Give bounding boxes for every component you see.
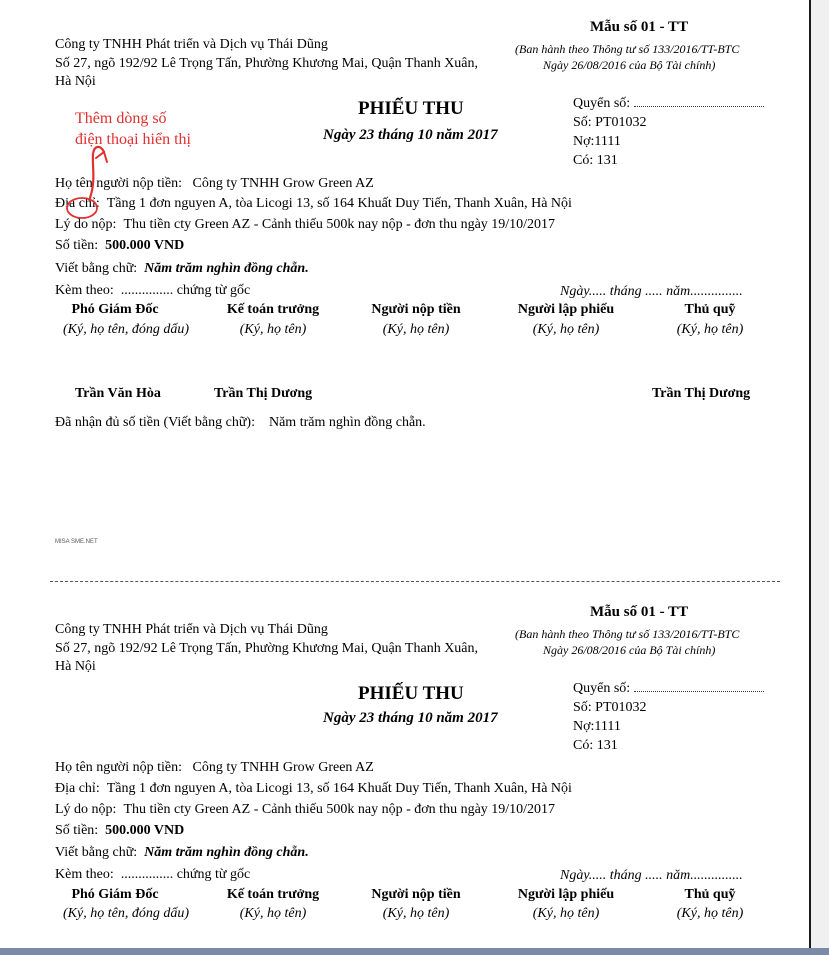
receipt-date: Ngày 23 tháng 10 năm 2017 xyxy=(323,710,498,726)
payer-label: Họ tên người nộp tiền: xyxy=(55,760,182,775)
address-value: Tầng 1 đơn nguyen A, tòa Licogi 13, số 164 Khuất Duy Tiến, Thanh Xuân, Hà Nội xyxy=(106,781,572,796)
receipt-2 xyxy=(0,585,809,950)
signer-role-3: Người nộp tiền xyxy=(371,887,461,902)
receipt-title: PHIẾU THU xyxy=(358,98,464,119)
signer-note-4: (Ký, họ tên) xyxy=(532,906,600,921)
words-value: Năm trăm nghìn đồng chẵn. xyxy=(144,261,309,276)
received-label: Đã nhận đủ số tiền (Viết bằng chữ): xyxy=(55,415,255,430)
signer-note-3: (Ký, họ tên) xyxy=(382,906,450,921)
address-label: Địa chỉ: xyxy=(55,196,100,211)
words-value: Năm trăm nghìn đồng chẵn. xyxy=(144,845,309,860)
reason-value: Thu tiền cty Green AZ - Cảnh thiếu 500k nay nộp - đơn thu ngày 19/10/2017 xyxy=(123,217,556,232)
signer-note-2: (Ký, họ tên) xyxy=(239,906,307,921)
attach-dots: ............... xyxy=(120,867,174,882)
sign-date: Ngày..... tháng ..... năm............... xyxy=(560,868,743,883)
signer-note-1: (Ký, họ tên, đóng dấu) xyxy=(63,906,189,921)
company-address: Số 27, ngõ 192/92 Lê Trọng Tấn, Phường Khương Mai, Quận Thanh Xuân, xyxy=(55,56,479,71)
annotation-line-1: Thêm dòng số xyxy=(75,110,167,127)
company-name: Công ty TNHH Phát triển và Dịch vụ Thái Dũng xyxy=(55,37,328,52)
book-number xyxy=(573,681,764,697)
signer-role-1: Phó Giám Đốc xyxy=(71,302,159,317)
words-row xyxy=(55,845,309,861)
attach-suffix: chứng từ gốc xyxy=(176,867,251,882)
book-number xyxy=(573,96,764,112)
book-dots xyxy=(634,106,764,107)
voucher-number: Số: PT01032 xyxy=(573,700,647,715)
receipt-title: PHIẾU THU xyxy=(358,683,464,704)
address-label: Địa chỉ: xyxy=(55,781,100,796)
attach-label: Kèm theo: xyxy=(55,283,114,298)
signer-role-2: Kế toán trưởng xyxy=(226,887,320,902)
issued-by-line-2: Ngày 26/08/2016 của Bộ Tài chính) xyxy=(543,643,716,657)
amount-value: 500.000 VND xyxy=(105,238,185,253)
signer-note-2: (Ký, họ tên) xyxy=(239,322,307,337)
address-row xyxy=(55,781,572,797)
company-address-city: Hà Nội xyxy=(55,74,96,89)
payer-value: Công ty TNHH Grow Green AZ xyxy=(192,760,374,775)
book-label: Quyển số: xyxy=(573,96,631,111)
payer-label: Họ tên người nộp tiền: xyxy=(55,176,182,191)
attach-label: Kèm theo: xyxy=(55,867,114,882)
attach-suffix: chứng từ gốc xyxy=(176,283,251,298)
sign-date: Ngày..... tháng ..... năm............... xyxy=(560,284,743,299)
signer-role-5: Thủ quỹ xyxy=(684,302,736,317)
signer-note-1: (Ký, họ tên, đóng dấu) xyxy=(63,322,189,337)
cut-line xyxy=(50,581,780,582)
form-number: Mẫu số 01 - TT xyxy=(590,604,689,620)
company-address-city: Hà Nội xyxy=(55,659,96,674)
payer-value: Công ty TNHH Grow Green AZ xyxy=(192,176,374,191)
reason-row xyxy=(55,217,555,233)
signer-note-3: (Ký, họ tên) xyxy=(382,322,450,337)
payer-row xyxy=(55,760,374,776)
company-address: Số 27, ngõ 192/92 Lê Trọng Tấn, Phường Khương Mai, Quận Thanh Xuân, xyxy=(55,641,479,656)
reason-value: Thu tiền cty Green AZ - Cảnh thiếu 500k nay nộp - đơn thu ngày 19/10/2017 xyxy=(123,802,556,817)
book-dots xyxy=(634,691,764,692)
debit-account: Nợ:1111 xyxy=(573,134,621,149)
book-label: Quyển số: xyxy=(573,681,631,696)
debit-account: Nợ:1111 xyxy=(573,719,621,734)
amount-row xyxy=(55,823,184,839)
signer-role-3: Người nộp tiền xyxy=(371,302,461,317)
reason-label: Lý do nộp: xyxy=(55,217,117,232)
address-row xyxy=(55,196,572,212)
company-name: Công ty TNHH Phát triển và Dịch vụ Thái Dũng xyxy=(55,622,328,637)
signer-name-1: Trần Văn Hòa xyxy=(75,386,161,401)
signer-note-5: (Ký, họ tên) xyxy=(676,906,744,921)
form-number: Mẫu số 01 - TT xyxy=(590,19,689,35)
signer-role-1: Phó Giám Đốc xyxy=(71,887,159,902)
signer-role-4: Người lập phiếu xyxy=(517,887,615,902)
signer-role-4: Người lập phiếu xyxy=(517,302,615,317)
signer-name-5: Trần Thị Dương xyxy=(652,386,751,401)
reason-label: Lý do nộp: xyxy=(55,802,117,817)
words-label: Viết bằng chữ: xyxy=(55,261,138,276)
issued-by-line-2: Ngày 26/08/2016 của Bộ Tài chính) xyxy=(543,58,716,72)
amount-label: Số tiền: xyxy=(55,238,99,253)
signer-role-2: Kế toán trưởng xyxy=(226,302,320,317)
issued-by-line-1: (Ban hành theo Thông tư số 133/2016/TT-BTC xyxy=(515,42,740,56)
annotation-arrow-icon xyxy=(60,140,130,225)
received-row xyxy=(55,415,426,431)
credit-account: Có: 131 xyxy=(573,153,618,168)
issued-by-line-1: (Ban hành theo Thông tư số 133/2016/TT-BTC xyxy=(515,627,740,641)
signer-note-4: (Ký, họ tên) xyxy=(532,322,600,337)
software-footer: MISA SME.NET xyxy=(55,539,98,545)
voucher-number: Số: PT01032 xyxy=(573,115,647,130)
reason-row xyxy=(55,802,555,818)
attach-dots: ............... xyxy=(120,283,174,298)
received-value: Năm trăm nghìn đồng chẵn. xyxy=(268,415,426,430)
window-bottom-bar xyxy=(0,948,829,955)
receipt-date: Ngày 23 tháng 10 năm 2017 xyxy=(323,127,498,143)
attach-row xyxy=(55,867,250,883)
address-value: Tầng 1 đơn nguyen A, tòa Licogi 13, số 164 Khuất Duy Tiến, Thanh Xuân, Hà Nội xyxy=(106,196,572,211)
annotation-line-2: điện thoại hiển thị xyxy=(75,131,191,148)
credit-account: Có: 131 xyxy=(573,738,618,753)
signer-note-5: (Ký, họ tên) xyxy=(676,322,744,337)
attach-row xyxy=(55,283,250,299)
amount-row xyxy=(55,238,184,254)
signer-name-2: Trần Thị Dương xyxy=(214,386,313,401)
signer-role-5: Thủ quỹ xyxy=(684,887,736,902)
words-label: Viết bằng chữ: xyxy=(55,845,138,860)
amount-value: 500.000 VND xyxy=(105,823,185,838)
page-gutter xyxy=(811,0,829,955)
words-row xyxy=(55,261,309,277)
amount-label: Số tiền: xyxy=(55,823,99,838)
